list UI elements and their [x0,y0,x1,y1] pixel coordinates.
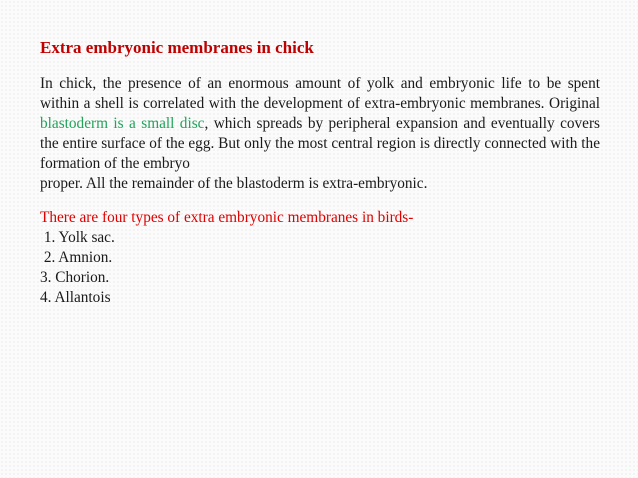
slide-content [40,38,600,308]
paragraph-text-start: In chick, the presence of an enormous amount of yolk and embryonic life to be spent within a shell is correlated with the development of extra-embryonic membranes. Original [40,75,600,112]
paragraph-text-end: , which spreads by peripheral expansion and eventually covers the entire surface of the egg. But only the most central region is directly connected with the formation of the embryo [40,115,600,172]
list-item-amnion: 2. Amnion. [40,249,113,266]
intro-paragraph [40,74,600,194]
list-item-yolk-sac: 1. Yolk sac. [40,229,115,246]
list-item-chorion: 3. Chorion. [40,269,110,286]
list-item-allantois: 4. Allantois [40,289,111,306]
list-heading: There are four types of extra embryonic membranes in birds- [40,209,414,226]
slide-title: Extra embryonic membranes in chick [40,38,314,57]
membrane-list [40,228,600,308]
paragraph-last-line: proper. All the remainder of the blastoderm is extra-embryonic. [40,175,428,192]
highlighted-phrase: blastoderm is a small disc [40,115,205,132]
